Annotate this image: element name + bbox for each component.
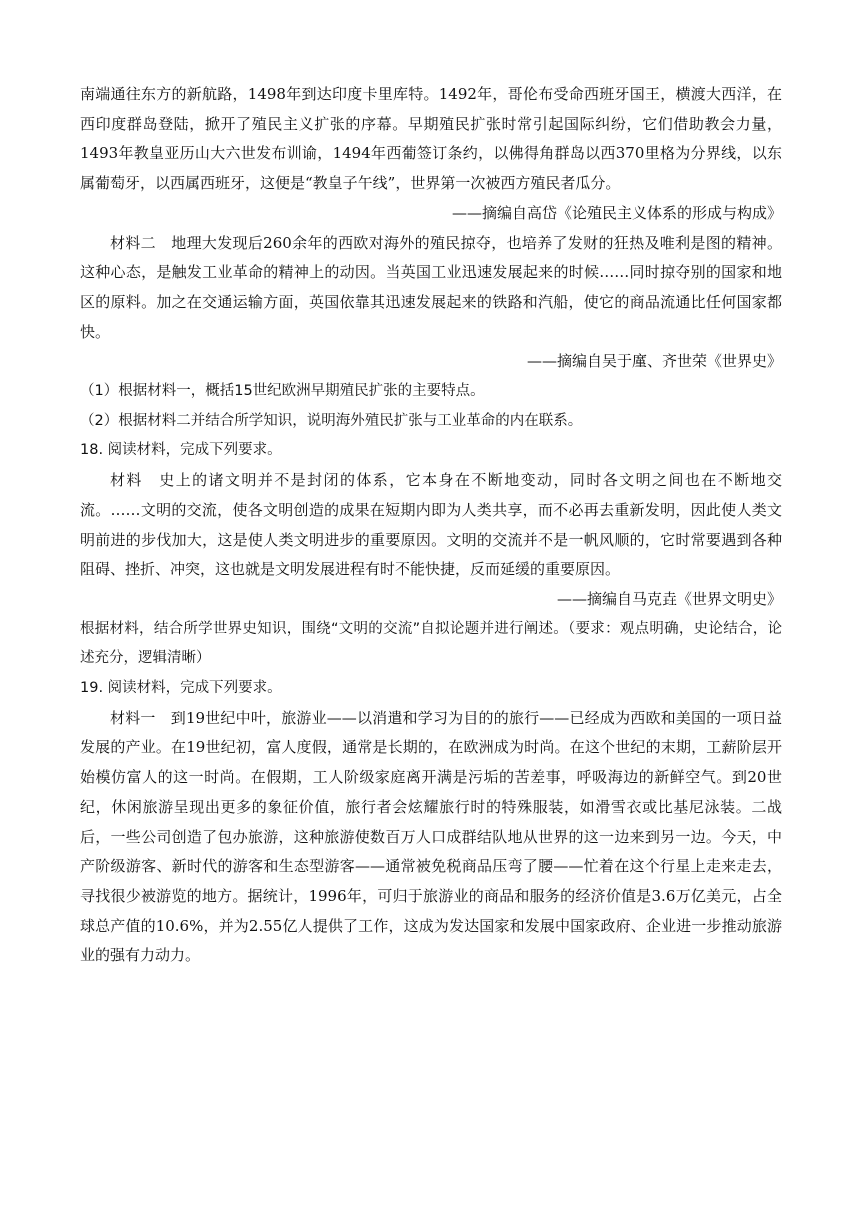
material2-source: ——摘编自吴于廑、齐世荣《世界史》 (526, 352, 782, 371)
question18-prompt: 根据材料，结合所学世界史知识，围绕“文明的交流”自拟论题并进行阐述。（要求：观点明确，史论结合，论述充分，逻辑清晰） (80, 620, 782, 667)
exam-page (80, 80, 782, 971)
material2-paragraph: 材料二 地理大发现后260余年的西欧对海外的殖民掠夺，也培养了发财的狂热及唯利是图的精神。这种心态，是触发工业革命的精神上的动因。当英国工业迅速发展起来的时候……同时掠夺别的国家和地区的原料。加之在交通运输方面，英国依靠其迅速发展起来的铁路和汽船，使它的商品流通比任何国家都快。 (80, 233, 782, 341)
question17-part2: （2）根据材料二并结合所学知识，说明海外殖民扩张与工业革命的内在联系。 (80, 412, 583, 429)
material1-paragraph: 南端通往东方的新航路，1498年到达印度卡里库特。1492年，哥伦布受命西班牙国王，横渡大西洋，在西印度群岛登陆，掀开了殖民主义扩张的序幕。早期殖民扩张时常引起国际纠纷，它们借助教会力量，1493年教皇亚历山大六世发布训谕，1494年西葡签订条约，以佛得角群岛以西370里格为分界线，以东属葡萄牙，以西属西班牙，这便是“教皇子午线”，世界第一次被西方殖民者瓜分。 (80, 85, 782, 193)
question18-source: ——摘编自马克垚《世界文明史》 (556, 589, 782, 608)
question19-title: 19. 阅读材料，完成下列要求。 (80, 680, 282, 697)
question18-title: 18. 阅读材料，完成下列要求。 (80, 442, 282, 459)
question18-material: 材料 史上的诸文明并不是封闭的体系，它本身在不断地变动，同时各文明之间也在不断地交流。……文明的交流，使各文明创造的成果在短期内即为人类共享，而不必再去重新发明，因此使人类文明前进的步伐加大，这是使人类文明进步的重要原因。文明的交流并不是一帆风顺的，它时常要遇到各种阻碍、挫折、冲突，这也就是文明发展进程有时不能快捷，反而延缓的重要原因。 (80, 471, 782, 579)
question17-part1: （1）根据材料一，概括15世纪欧洲早期殖民扩张的主要特点。 (80, 383, 485, 400)
question19-material1: 材料一 到19世纪中叶，旅游业——以消遣和学习为目的的旅行——已经成为西欧和美国的一项日益发展的产业。在19世纪初，富人度假，通常是长期的，在欧洲成为时尚。在这个世纪的末期，工薪阶层开始模仿富人的这一时尚。在假期，工人阶级家庭离开满是污垢的苦差事，呼吸海边的新鲜空气。到20世纪，休闲旅游呈现出更多的象征价值，旅行者会炫耀旅行时的特殊服装，如滑雪衣或比基尼泳装。二战后，一些公司创造了包办旅游，这种旅游使数百万人口成群结队地从世界的这一边来到另一边。今天，中产阶级游客、新时代的游客和生态型游客——通常被免税商品压弯了腰——忙着在这个行星上走来走去，寻找很少被游览的地方。据统计，1996年，可归于旅游业的商品和服务的经济价值是3.6万亿美元，占全球总产值的10.6%，并为2.55亿人提供了工作，这成为发达国家和发展中国家政府、企业进一步推动旅游业的强有力动力。 (80, 708, 782, 965)
material1-source: ——摘编自高岱《论殖民主义体系的形成与构成》 (451, 203, 782, 222)
